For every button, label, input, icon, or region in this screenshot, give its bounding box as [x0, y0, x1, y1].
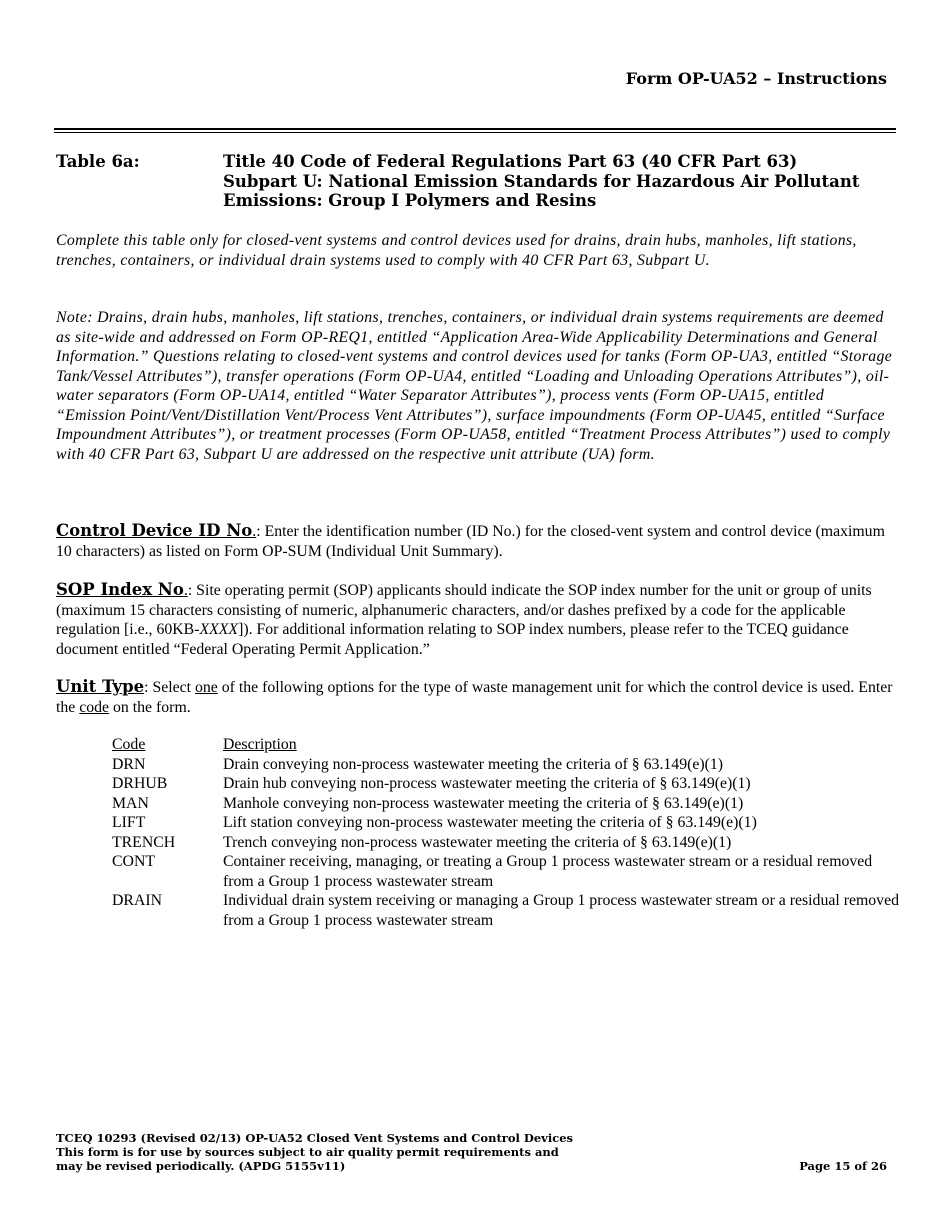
unit-type-text-a: Select: [152, 679, 195, 696]
sop-index-text-end: ]). For additional information relating to SOP index numbers, please refer to the TCEQ guidance document entitled “Federal Operating Permit Application.”: [56, 621, 849, 658]
description-cell: Drain hub conveying non-process wastewater meeting the criteria of § 63.149(e)(1): [223, 775, 751, 792]
control-device-section: Control Device ID No.: Enter the identification number (ID No.) for the closed-vent system and control device (maximum 10 characters) as listed on Form OP-SUM (Individual Unit Summary).: [56, 521, 885, 560]
header-rule-thick: [54, 128, 896, 130]
note-paragraph: Note: Drains, drain hubs, manholes, lift stations, trenches, containers, or individual drain systems requirements are deemed as site-wide and addressed on Form OP-REQ1, entitled “Application Area-Wide Applicability Determinations and General Information.” Questions relating to closed-vent systems and control devices used for tanks (Form OP-UA3, entitled “Storage Tank/Vessel Attributes”), transfer operations (Form OP-UA4, entitled “Loading and Unloading Operations Attributes”), oil-water separators (Form OP-UA14, entitled “Water Separator Attributes”), process vents (Form OP-UA15, entitled “Emission Point/Vent/Distillation Vent/Process Vent Attributes”), surface impoundments (Form OP-UA45, entitled “Surface Impoundment Attributes”), or treatment processes (Form OP-UA58, entitled “Treatment Process Attributes”) used to comply with 40 CFR Part 63, Subpart U are addressed on the respective unit attribute (UA) form.: [56, 309, 893, 463]
control-device-label: Control Device ID No: [56, 521, 253, 540]
description-cell: Manhole conveying non-process wastewater meeting the criteria of § 63.149(e)(1): [223, 794, 744, 812]
footer-form-info: [56, 1131, 573, 1173]
unit-type-text-c: of the following options for the type of waste management unit for which the control device is used. Enter the: [56, 679, 893, 716]
table-row: [112, 833, 902, 853]
description-cell: Lift station conveying non-process wastewater meeting the criteria of § 63.149(e)(1): [223, 814, 757, 831]
code-cell: DRN: [112, 755, 146, 773]
footer-line-1: TCEQ 10293 (Revised 02/13) OP-UA52 Closed Vent Systems and Control Devices: [56, 1131, 573, 1145]
code-cell: DRHUB: [112, 775, 168, 792]
code-cell: DRAIN: [112, 892, 163, 909]
table-label: Table 6a:: [56, 152, 140, 171]
unit-type-label: Unit Type: [56, 677, 145, 696]
unit-type-section: Unit Type: Select one of the following options for the type of waste management unit for which the control device is used. Enter the code on the form.: [56, 677, 893, 716]
unit-type-text-e: on the form.: [109, 698, 191, 716]
unit-type-code: code: [79, 698, 110, 716]
form-header-title: Form OP-UA52 – Instructions: [625, 69, 887, 88]
description-cell: Container receiving, managing, or treating a Group 1 process wastewater stream or a residual removed from a Group 1 process wastewater stream: [223, 853, 873, 890]
table-row: [112, 891, 902, 930]
page-number: Page 15 of 26: [799, 1159, 887, 1173]
control-device-text: Enter the identification number (ID No.) for the closed-vent system and control device (maximum 10 characters) as listed on Form OP-SUM (Individual Unit Summary).: [56, 523, 885, 560]
sop-index-text: Site operating permit (SOP) applicants should indicate the SOP index number for the unit or group of units (maximum 15 characters consisting of numeric, alphanumeric characters, and/or dashes prefixed by a code for the applicable regulation [i.e., 60KB-: [56, 582, 872, 638]
intro-paragraph: Complete this table only for closed-vent systems and control devices used for drains, drain hubs, manholes, lift stations, trenches, containers, or individual drain systems used to comply with 40 CFR Part 63, Subpart U.: [56, 232, 857, 269]
sop-index-placeholder: XXXX: [199, 621, 239, 638]
table-row: [112, 794, 902, 814]
description-column-header: Description: [223, 736, 297, 753]
code-column-header: Code: [112, 736, 146, 753]
code-cell: LIFT: [112, 814, 146, 831]
description-cell: Trench conveying non-process wastewater meeting the criteria of § 63.149(e)(1): [223, 833, 732, 851]
table-title-line-3: Emissions: Group I Polymers and Resins: [223, 191, 597, 210]
codes-table: [112, 735, 902, 930]
code-cell: CONT: [112, 853, 156, 870]
description-cell: Individual drain system receiving or managing a Group 1 process wastewater stream or a residual removed from a Group 1 process wastewater stream: [223, 892, 899, 929]
table-row: [112, 755, 902, 775]
table-row: [112, 813, 902, 833]
unit-type-one: one: [195, 679, 218, 696]
codes-table-header: [112, 735, 902, 755]
footer-line-2: This form is for use by sources subject to air quality permit requirements and: [56, 1145, 559, 1159]
code-cell: TRENCH: [112, 833, 176, 851]
code-cell: MAN: [112, 794, 149, 812]
sop-index-section: SOP Index No.: Site operating permit (SOP) applicants should indicate the SOP index number for the unit or group of units (maximum 15 characters consisting of numeric, alphanumeric characters, and/or dashes prefixed by a code for the applicable regulation [i.e., 60KB-XXXX]). For additional information relating to SOP index numbers, please refer to the TCEQ guidance document entitled “Federal Operating Permit Application.”: [56, 580, 872, 658]
table-title-line-2: Subpart U: National Emission Standards for Hazardous Air Pollutant: [223, 171, 860, 191]
table-title: [223, 152, 883, 211]
header-rule-thin: [54, 132, 896, 133]
description-cell: Drain conveying non-process wastewater meeting the criteria of § 63.149(e)(1): [223, 755, 724, 773]
sop-index-label: SOP Index No: [56, 580, 184, 599]
table-row: [112, 852, 902, 891]
table-row: [112, 774, 902, 794]
table-title-line-1: Title 40 Code of Federal Regulations Part 63 (40 CFR Part 63): [223, 152, 798, 171]
footer-line-3: may be revised periodically. (APDG 5155v11): [56, 1159, 346, 1173]
